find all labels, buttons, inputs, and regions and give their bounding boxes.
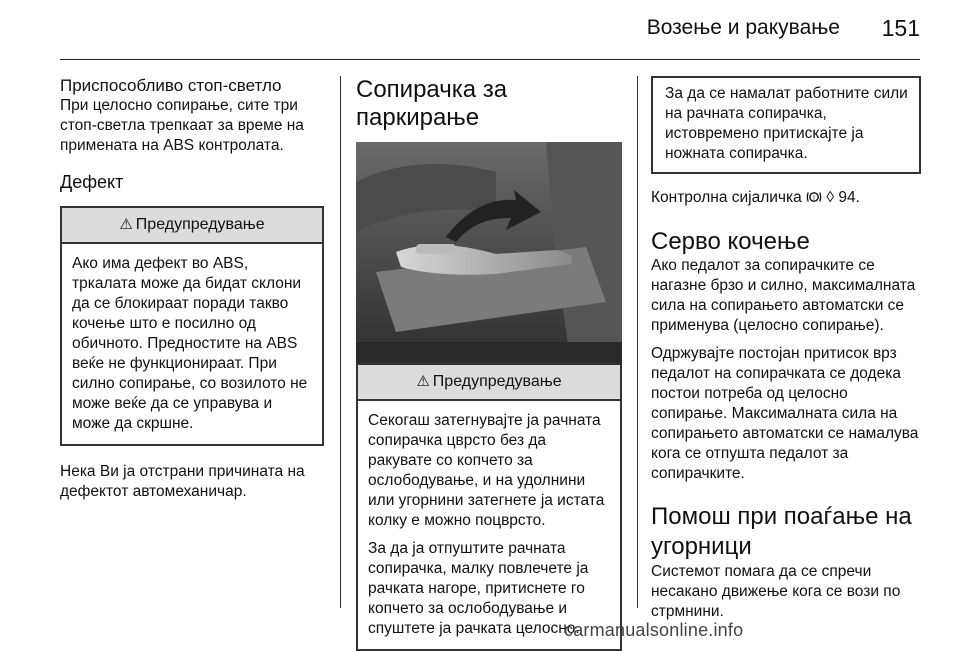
servo-text-2: Одржувајте постојан притисок врз педалот на сопирачката се додека постои потреба од целосно сопирање. Максималната сила на сопирањето автоматски се намалува кога се отпушта педалот за сопирачките. bbox=[651, 345, 919, 482]
column-1 bbox=[60, 76, 324, 502]
warning-box-parking-brake bbox=[356, 363, 622, 651]
control-light-line bbox=[651, 188, 921, 208]
watermark: carmanualsonline.info bbox=[564, 620, 744, 640]
section-heading-parking-brake: Сопирачка за паркирање bbox=[356, 76, 508, 131]
svg-text:!: ! bbox=[813, 195, 816, 202]
note-text: За да се намалат работните сили на рачната сопирачка, истовремено притискајте ја ножната сопирачка. bbox=[665, 85, 908, 162]
parking-brake-lever-image bbox=[356, 142, 622, 363]
control-light-text: Контролна сијаличка bbox=[651, 189, 802, 206]
defect-outro-text: Нека Ви ја отстрани причината на дефектот автомеханичар. bbox=[60, 463, 305, 500]
warning-triangle-icon: ⚠ bbox=[416, 373, 430, 390]
section-heading-hill-start: Помош при поаѓање на угорници bbox=[651, 503, 912, 560]
warning-box-abs bbox=[60, 206, 324, 446]
warning-box-header bbox=[62, 208, 322, 244]
hill-start-text: Системот помага да се спречи несакано движење кога се вози по стрмнини. bbox=[651, 563, 901, 620]
warning-text-apply: Секогаш затегнувајте ја рачната сопирачка цврсто без да ракувате со копчето за ослободување, и на удолнини или угорнини затегнете ја истата колку е можно поцврсто. bbox=[368, 412, 605, 529]
note-box bbox=[651, 76, 921, 174]
warning-box-body bbox=[358, 401, 620, 649]
warning-triangle-icon: ⚠ bbox=[119, 216, 133, 233]
column-2 bbox=[356, 76, 622, 651]
page-reference-icon: ◊ bbox=[826, 189, 835, 206]
warning-box-header bbox=[358, 365, 620, 401]
running-header: Возење и ракување bbox=[646, 16, 840, 39]
brake-warning-light-icon bbox=[806, 190, 822, 204]
note-box-body bbox=[653, 78, 919, 172]
column-3 bbox=[651, 76, 921, 622]
column-divider-1 bbox=[340, 76, 341, 608]
column-divider-2 bbox=[637, 76, 638, 608]
warning-title: Предупредување bbox=[135, 216, 265, 233]
warning-box-body bbox=[62, 244, 322, 444]
section-heading-servo: Серво кочење bbox=[651, 228, 810, 255]
servo-text-1: Ако педалот за сопирачките се нагазне брзо и силно, максималната сила на сопирањето автоматски се применува (целосно сопирање). bbox=[651, 257, 916, 334]
control-light-page-ref: 94. bbox=[838, 189, 860, 206]
warning-text-release: За да ја отпуштите рачната сопирачка, малку повлечете ја рачката нагоре, притиснете го копчето за ослободување и спуштете ја рачката целосно. bbox=[368, 540, 589, 637]
header-divider bbox=[60, 59, 920, 60]
parking-brake-illustration bbox=[356, 142, 622, 363]
brake-light-text: При целосно сопирање, сите три стоп-светла трепкаат за време на примената на ABS контролата. bbox=[60, 97, 304, 154]
page-number: 151 bbox=[881, 15, 920, 41]
warning-title: Предупредување bbox=[432, 373, 562, 390]
section-heading-defect: Дефект bbox=[60, 172, 124, 192]
section-heading-brake-light: Приспособливо стоп-светло bbox=[60, 76, 282, 95]
warning-text: Ако има дефект во ABS, тркалата може да бидат склони да се блокираат поради такво кочење што е посилно од обичното. Предностите на ABS веќе не функционираат. При силно сопирање, со возилото не може веќе да се управува и може да скршне. bbox=[72, 255, 308, 432]
